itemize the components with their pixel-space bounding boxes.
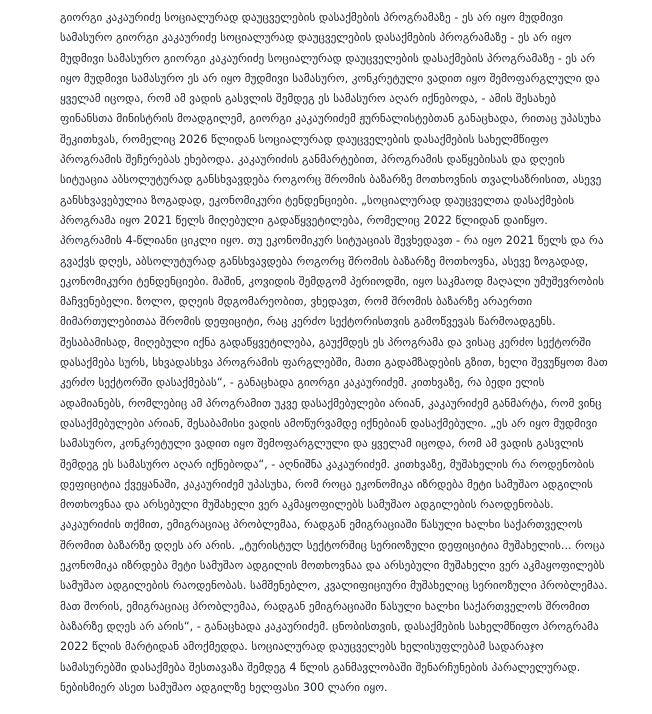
article	[60, 8, 608, 698]
article-body-text: გიორგი კაკაურიძე სოციალურად დაუცველების დასაქმების პროგრამაზე - ეს არ იყო მუდმივი სამასურო გიორგი კაკაურიძე სოციალურად დაუცველების დასაქმების პროგრამაზე - ეს არ იყო მუდმივი სამასურო გიორგი კაკაურიძე სოციალურად დაუცველების დასაქმების პროგრამაზე - ეს არ იყო მუდმივი სამასურო ეს არ იყო მუდმივი სამასურო, კონკრეტული ვადით იყო შემოფარგლული და ყველამ იცოდა, რომ ამ ვადის გასვლის შემდეგ ეს სამასურო აღარ იქნებოდა, - ამის შესახებ ფინანსთა მინისტრის მოადგილემ, გიორგი კაკაურიძემ ჟურნალისტებთან განაცხადა, რითაც უპასუხა შეკითხვას, რომელიც 2026 წლიდან სოციალურად დაუცველების დასაქმების სახელმწიფო პროგრამის შეჩერებას ეხებოდა. კაკაურიძის განმარტებით, პროგრამის დაწყებისას და დღეის სიტუაცია აბსოლუტურად განსხვავდება როგორც შრომის ბაზარზე მოთხოვნის თვალსაზრისით, ასევე განსხვავებულია ზოგადად, ეკონომიკური ტენდენციები. „სოციალურად დაუცველთა დასაქმების პროგრამა იყო 2021 წელს მიღებული გადაწყვეტილება, რომელიც 2022 წლიდან დაიწყო. პროგრამის 4-წლიანი ციკლი იყო. თუ ეკონომიკურ სიტუაციას შევხედავთ - რა იყო 2021 წელს და რა გვაქვს დღეს, აბსოლუტურად განსხვავდება როგორც შრომის ბაზარზე მოთხოვნა, ასევე ზოგადად, ეკონომიკური ტენდენციები. მაშინ, კოვიდის შემდგომ პერიოდში, იყო საკმაოდ მაღალი უმუშევრობის მაჩვენებელი. ზოლო, დღეის მდგომარეობით, ვხედავთ, რომ შრომის ბაზარზე არაერთი მიმართულებითაა შრომის დეფიციტი, რაც კერძო სექტორისთვის გამოწვევას წარმოადგენს. შესაბამისად, მიღებული იქნა გადაწყვეტილება, გაუქმდეს ეს პროგრამა და ვისაც კერძო სექტორში დასაქმება სურს, სხვადასხვა პროგრამის ფარგლებში, მათი გადამზადების გზით, ხელი შევუწყოთ მათ კერძო სექტორში დასაქმებას“, - განაცხადა გიორგი კაკაურიძემ. კითხვაზე, რა ბედი ელის ადამიანებს, რომლებიც ამ პროგრამით უკვე დასაქმებულები არიან, კაკაურიძემ განმარტა, რომ ვინც დასაქმებულები არიან, შესაბამისი ვადის ამოწურვამდე იქნებიან დასაქმებული. „ეს არ იყო მუდმივი სამასურო, კონკრეტული ვადით იყო შემოფარგლული და ყველამ იცოდა, რომ ამ ვადის გასვლის შემდეგ ეს სამასურო აღარ იქნებოდა“, - აღნიშნა კაკაურიძემ. კითხვაზე, მუშახელის რა როდენობის დეფიციტია ქვეყანაში, კაკაურიძემ უპასუხა, რომ როცა ეკონომიკა იზრდება მეტი სამუშაო ადგილის მოთხოვნაა და არსებული მუშახელი ვერ აკმაყოფილებს სამუშაო ადგილების რაოდენობას. კაკაურიძის თქმით, ემიგრაციაც პრობლემაა, რადგან ემიგრაციაში წასული ხალხი საქართველოს შრომით ბაზარზე დღეს არ არის. „ტურისტულ სექტორშიც სერიოზული დეფიციტია მუშახელის... როცა ეკონომიკა იზრდება მეტი სამუშაო ადგილის მოთხოვნაა და არსებული მუშახელი ვერ აკმაყოფილებს სამუშაო ადგილების რაოდენობას. სამშენებლო, კვალიფიციური მუშახელიც სერიოზული პრობლემაა. მათ შორის, ემიგრაციაც პრობლემაა, რადგან ემიგრაციაში წასული ხალხი საქართველოს შრომით ბაზარზე დღეს არ არის“, - განაცხადა კაკაურიძემ. ცნობისთვის, დასაქმების სახელმწიფო პროგრამა 2022 წლის მარტიდან ამოქმედდა. სოციალურად დაუცველებს ხელისუფლებამ სადარაჯო სამასურებში დასაქმება შესთავაზა შემდეგ 4 წლის განმავლობაში შენარჩუნების პარალელურად. ნებისმიერ ასეთ სამუშაო ადგილზე ხელფასი 300 ლარი იყო.	[60, 11, 608, 694]
